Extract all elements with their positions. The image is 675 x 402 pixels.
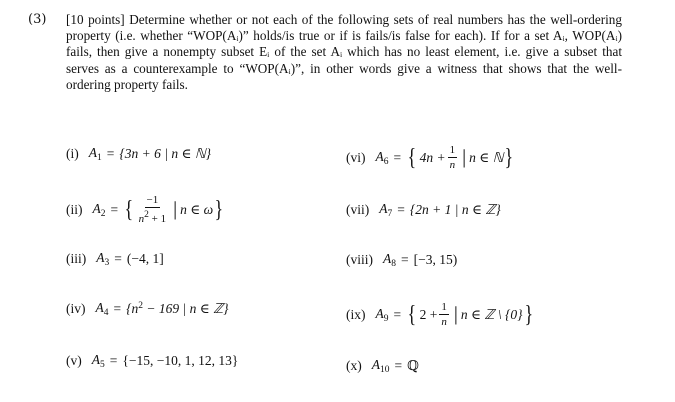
denominator: n	[449, 159, 456, 171]
item-label: (viii)	[346, 252, 373, 267]
close-brace: }	[504, 144, 514, 171]
close-brace: }	[214, 196, 224, 223]
open-brace: {	[124, 196, 134, 223]
set-definition: {2n + 1 | n ∈ ℤ}	[409, 202, 501, 217]
set-condition: n ∈ ℤ \ {0}	[460, 306, 523, 322]
set-name: $A_{10}$	[371, 357, 390, 375]
set-item-10	[346, 357, 419, 375]
set-definition: (−4, 1]	[126, 251, 164, 266]
equals-sign: =	[401, 252, 409, 267]
item-label: (iii)	[66, 251, 87, 266]
set-name: $A_5$	[91, 352, 105, 370]
set-item-7	[346, 201, 501, 219]
divider-bar: |	[173, 198, 178, 220]
set-name: $A_3$	[96, 250, 110, 268]
set-name: $A_6$	[375, 148, 389, 167]
close-brace: }	[523, 301, 533, 328]
set-name: $A_1$	[88, 145, 102, 163]
problem-number: (3)	[28, 12, 47, 27]
item-label: (vii)	[346, 202, 370, 217]
divider-bar: |	[462, 146, 467, 168]
equals-sign: =	[394, 358, 403, 373]
set-definition: [−3, 15)	[413, 252, 458, 267]
equals-sign: =	[393, 306, 402, 322]
set-item-6	[346, 144, 515, 171]
denominator: n2 + 1	[138, 210, 167, 225]
equals-sign: =	[114, 251, 122, 266]
fraction	[448, 144, 458, 171]
item-label: (ii)	[66, 201, 83, 217]
numerator: 1	[441, 301, 447, 313]
item-label: (ix)	[346, 306, 366, 322]
fraction	[137, 194, 168, 225]
equals-sign: =	[397, 202, 405, 217]
item-label: (iv)	[66, 301, 86, 316]
equals-sign: =	[106, 146, 115, 161]
equals-sign: =	[110, 201, 119, 217]
set-name: $A_7$	[379, 201, 393, 219]
set-definition: {$n^2 - 169$ | n ∈ ℤ}	[126, 301, 229, 316]
set-definition: ℚ	[407, 358, 419, 373]
item-label: (x)	[346, 358, 362, 373]
set-item-3	[66, 250, 164, 268]
set-name: $A_4$	[95, 300, 109, 318]
item-label: (v)	[66, 353, 82, 368]
item-label: (i)	[66, 146, 79, 161]
set-item-9	[346, 301, 534, 328]
set-item-2	[66, 194, 225, 225]
fraction	[439, 301, 449, 328]
equals-sign: =	[113, 301, 122, 316]
set-item-8	[346, 251, 457, 269]
set-condition: n ∈ ℕ	[469, 149, 504, 165]
set-item-5	[66, 352, 238, 370]
open-brace: {	[407, 144, 417, 171]
set-definition: {−15, −10, 1, 12, 13}	[122, 353, 239, 368]
divider-bar: |	[453, 303, 458, 325]
set-item-1	[66, 145, 211, 163]
set-expression: 4n +	[419, 149, 446, 165]
set-name: $A_8$	[383, 251, 396, 269]
problem-prompt: [10 points] Determine whether or not each of the following sets of real numbers has the well-ordering property (i.e. whether “WOP(Aᵢ)” holds/is true or if is fails/is false for each). If for a set Aᵢ, WOP(Aᵢ) fails, then give a nonempty subset Eᵢ of the set Aᵢ which has no least element, i.e. give a subset that serves as a counterexample to “WOP(Aᵢ)”, in other words give a witness that shows that the well-ordering property fails.	[66, 12, 622, 92]
set-name: $A_9$	[375, 305, 389, 324]
set-item-4	[66, 300, 229, 318]
open-brace: {	[407, 301, 417, 328]
numerator: 1	[449, 144, 456, 156]
equals-sign: =	[393, 149, 402, 165]
item-label: (vi)	[346, 149, 366, 165]
equals-sign: =	[109, 353, 118, 368]
denominator: n	[441, 316, 447, 328]
set-expression: 2 +	[419, 306, 438, 322]
set-definition: {3n + 6 | n ∈ ℕ}	[119, 146, 212, 161]
numerator: −1	[146, 194, 159, 206]
set-condition: n ∈ ω	[180, 201, 214, 217]
set-name: $A_2$	[92, 200, 106, 219]
